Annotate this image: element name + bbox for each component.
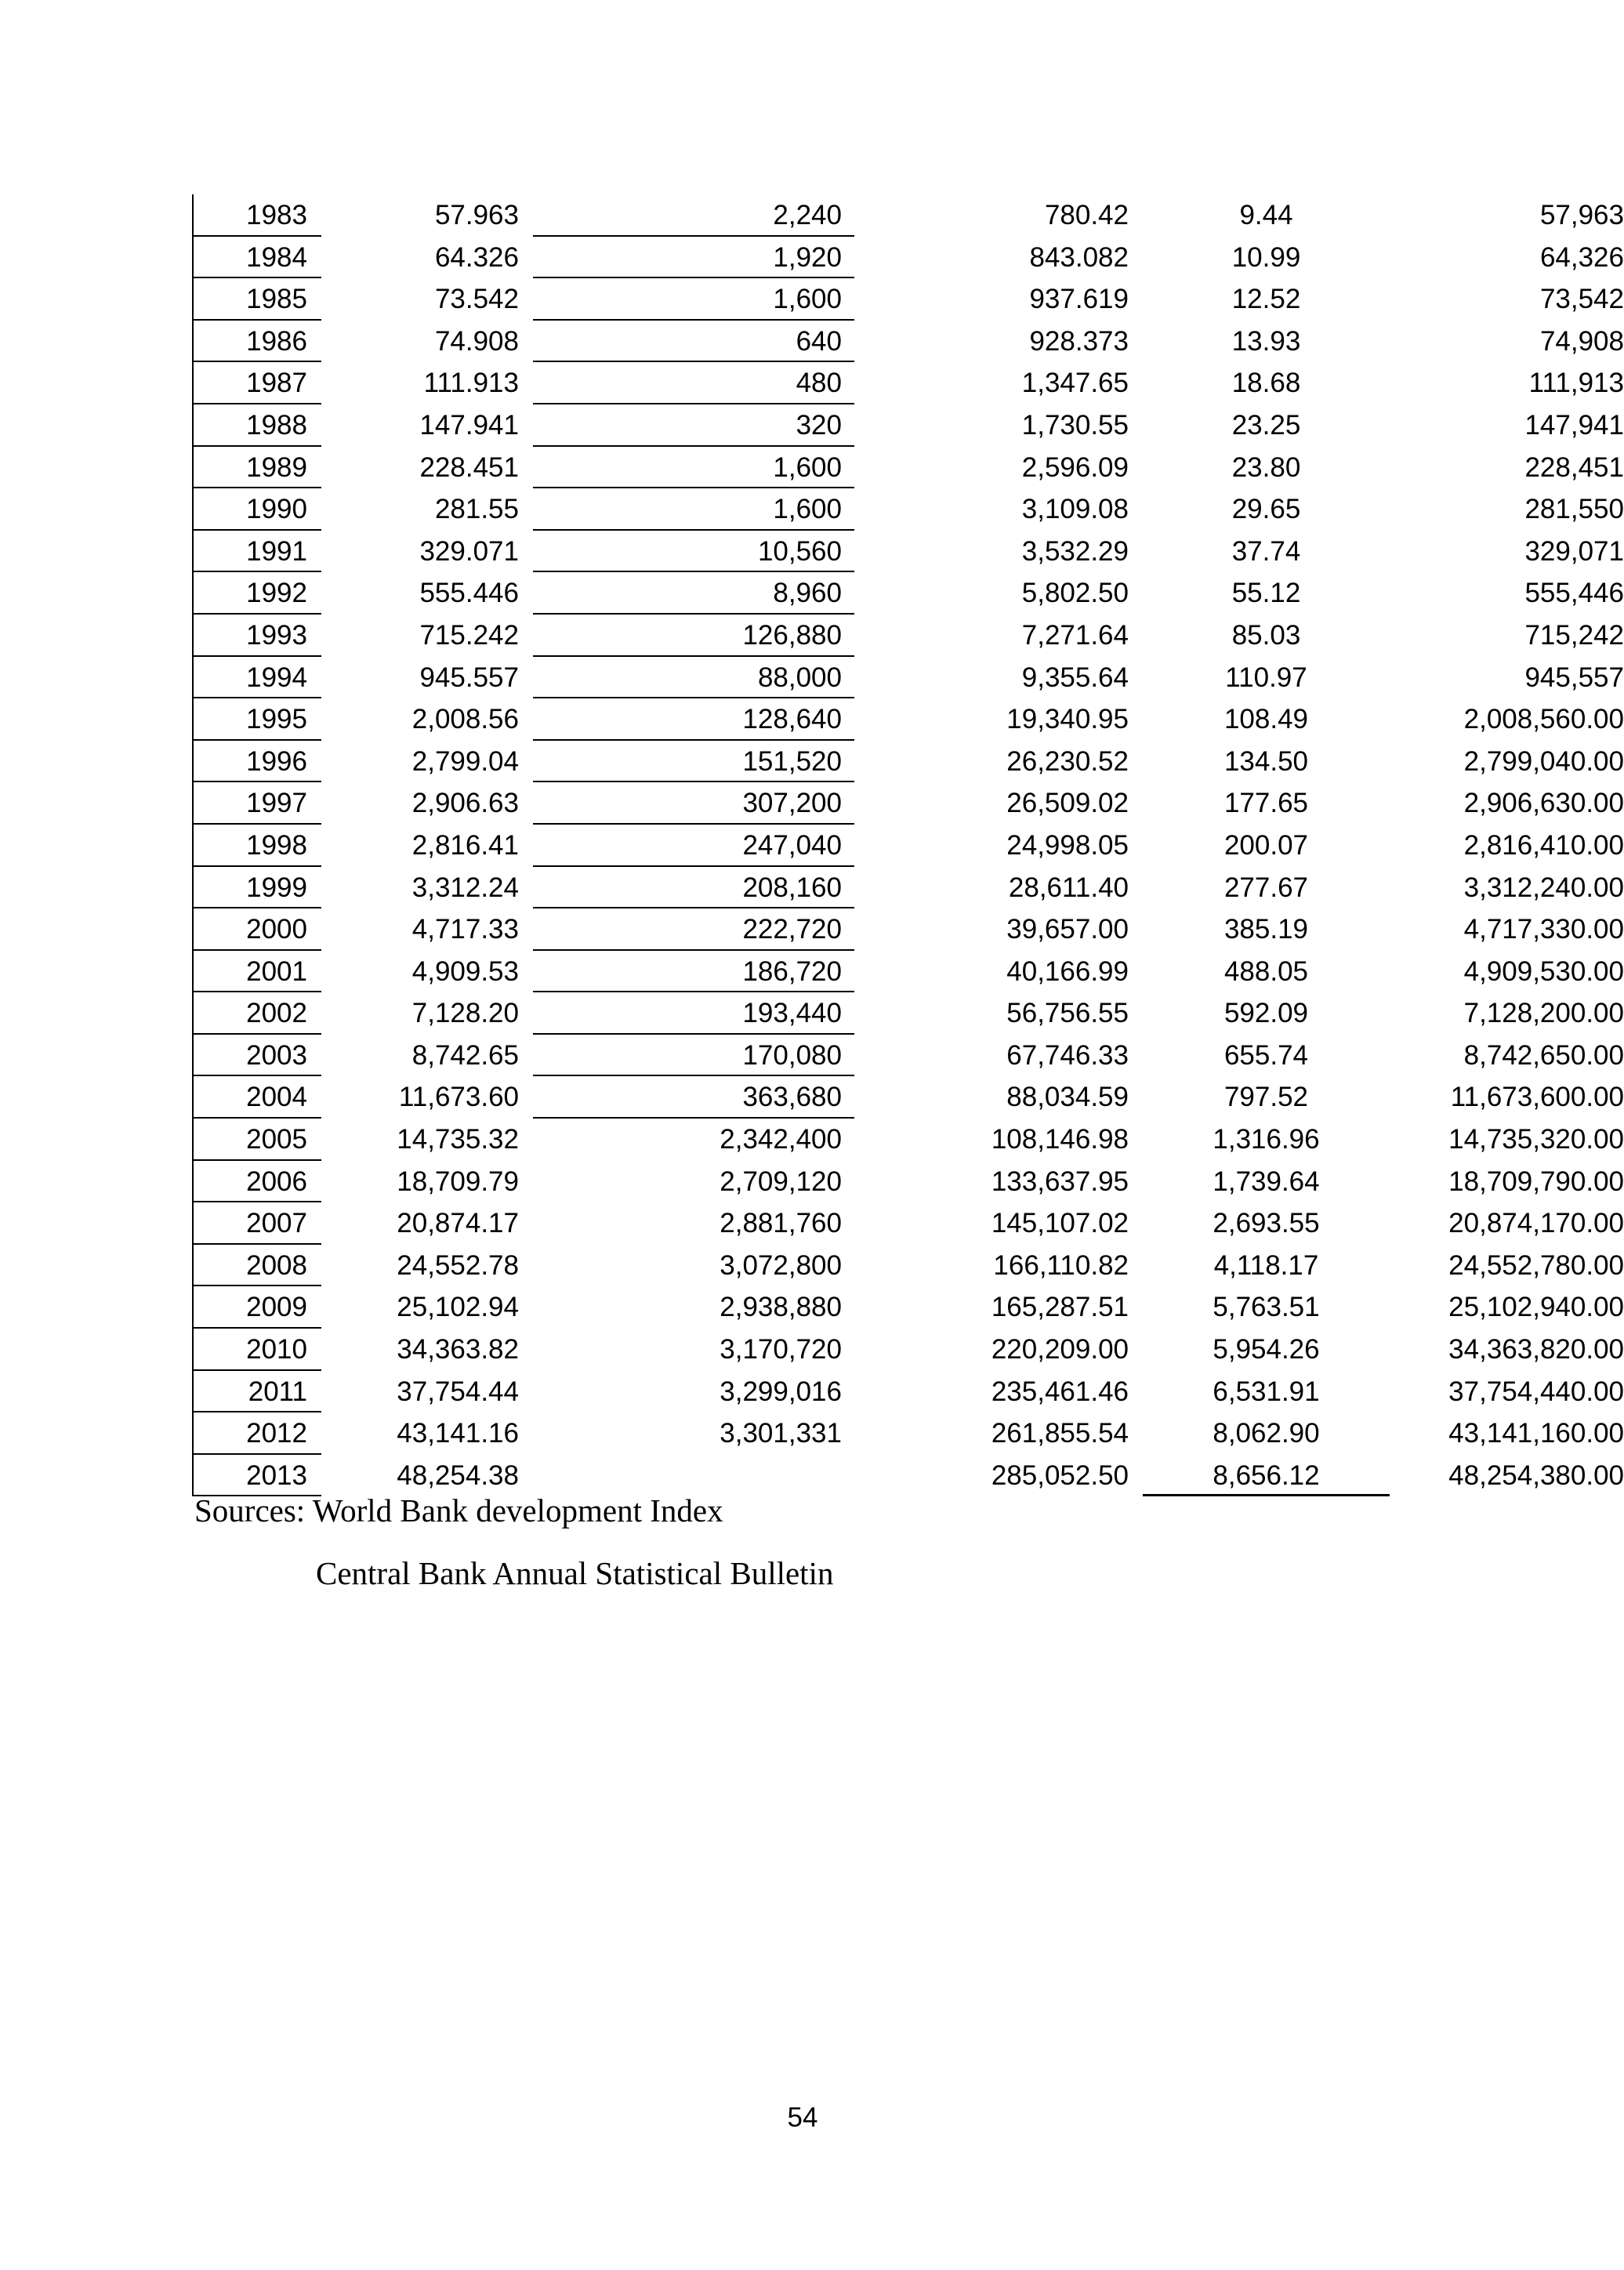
value-cell-4: 85.03 [1231, 619, 1301, 651]
value-cell-5: 37,754,440.00 [1448, 1376, 1624, 1407]
value-cell-3: 937.619 [1029, 284, 1129, 315]
value-cell-5: 11,673,600.00 [1450, 1082, 1624, 1113]
table-row [0, 1119, 1624, 1161]
year-cell: 1991 [192, 531, 321, 573]
table-row [0, 1286, 1624, 1329]
value-cell-3: 5,802.50 [1021, 578, 1129, 609]
value-cell-4: 4,118.17 [1213, 1249, 1319, 1281]
table-row [0, 992, 1624, 1035]
value-cell-1: 111.913 [423, 368, 519, 399]
value-cell-5: 329,071 [1524, 535, 1624, 567]
value-cell-4: 9.44 [1239, 200, 1293, 230]
table-row [0, 615, 1624, 657]
year-cell: 1986 [192, 321, 321, 363]
value-cell-3: 9,355.64 [1021, 662, 1129, 693]
year-cell: 2001 [192, 951, 321, 993]
value-cell-1: 43,141.16 [397, 1418, 519, 1449]
value-cell-3: 261,855.54 [991, 1418, 1129, 1449]
value-cell-3: 1,347.65 [1021, 368, 1129, 399]
value-cell-3: 1,730.55 [1021, 409, 1129, 441]
year-cell: 1998 [192, 825, 321, 867]
value-cell-4: 13.93 [1231, 325, 1301, 357]
year-cell: 1999 [192, 867, 321, 909]
value-cell-5: 25,102,940.00 [1448, 1292, 1624, 1323]
year-cell: 1997 [192, 782, 321, 825]
value-cell-2: 307,200 [533, 782, 854, 825]
value-cell-5: 111,913 [1528, 368, 1624, 399]
value-cell-3: 165,287.51 [991, 1292, 1129, 1323]
table-row [0, 488, 1624, 531]
value-cell-5: 74,908 [1539, 325, 1624, 357]
year-cell: 1988 [192, 404, 321, 447]
value-cell-2: 3,301,331 [720, 1418, 842, 1449]
value-cell-3: 67,746.33 [1006, 1039, 1129, 1071]
year-cell: 2006 [192, 1161, 321, 1203]
year-cell: 2009 [192, 1286, 321, 1329]
value-cell-5: 945,557 [1524, 662, 1624, 693]
value-cell-5: 48,254,380.00 [1448, 1460, 1624, 1491]
year-cell: 1984 [192, 237, 321, 279]
value-cell-4: 18.68 [1231, 368, 1301, 399]
value-cell-3: 3,532.29 [1021, 535, 1129, 567]
value-cell-5: 555,446 [1524, 578, 1624, 609]
value-cell-1: 73.542 [434, 284, 519, 315]
value-cell-5: 228,451 [1524, 451, 1624, 483]
year-cell: 2008 [192, 1245, 321, 1287]
value-cell-2: 151,520 [533, 741, 854, 783]
value-cell-5: 20,874,170.00 [1448, 1208, 1624, 1239]
value-cell-1: 3,312.24 [411, 872, 519, 903]
value-cell-2: 186,720 [533, 951, 854, 993]
value-cell-3: 56,756.55 [1006, 998, 1129, 1029]
value-cell-1: 37,754.44 [397, 1376, 519, 1407]
year-cell: 1989 [192, 447, 321, 489]
year-cell: 2010 [192, 1329, 321, 1371]
value-cell-2: 193,440 [533, 992, 854, 1035]
table-row [0, 1455, 1624, 1497]
value-cell-5: 34,363,820.00 [1448, 1334, 1624, 1365]
value-cell-5: 2,008,560.00 [1463, 704, 1624, 735]
year-cell: 1992 [192, 572, 321, 615]
value-cell-4: 1,739.64 [1213, 1166, 1320, 1197]
value-cell-2: 2,709,120 [720, 1166, 842, 1197]
value-cell-3: 3,109.08 [1021, 494, 1129, 525]
table-row [0, 908, 1624, 951]
value-cell-2: 2,938,880 [720, 1292, 842, 1323]
value-cell-3: 19,340.95 [1006, 704, 1129, 735]
value-cell-5: 147,941 [1524, 409, 1624, 441]
value-cell-1: 228.451 [419, 451, 519, 483]
value-cell-3: 166,110.82 [993, 1249, 1129, 1281]
value-cell-2: 1,600 [533, 488, 854, 531]
year-cell: 2012 [192, 1412, 321, 1455]
value-cell-5: 281,550 [1524, 494, 1624, 525]
year-cell: 2003 [192, 1035, 321, 1077]
table-row [0, 1076, 1624, 1119]
value-cell-4: 6,531.91 [1213, 1376, 1320, 1407]
year-cell: 1994 [192, 657, 321, 699]
value-cell-2: 2,342,400 [720, 1124, 842, 1155]
value-cell-1: 57.963 [434, 200, 519, 230]
value-cell-2: 1,920 [533, 237, 854, 279]
value-cell-3: 26,509.02 [1006, 788, 1129, 819]
value-cell-1: 24,552.78 [397, 1249, 519, 1281]
value-cell-1: 14,735.32 [397, 1124, 519, 1155]
table-row [0, 741, 1624, 783]
year-cell: 2005 [192, 1119, 321, 1161]
value-cell-4: 385.19 [1223, 914, 1309, 945]
sources-line-1: Sources: World Bank development Index [194, 1492, 723, 1528]
value-cell-3: 7,271.64 [1021, 619, 1129, 651]
table-row [0, 237, 1624, 279]
value-cell-1: 147.941 [419, 409, 519, 441]
table-row [0, 1371, 1624, 1413]
value-cell-4: 23.25 [1231, 409, 1301, 441]
table-row [0, 782, 1624, 825]
value-cell-4: 2,693.55 [1213, 1208, 1320, 1239]
value-cell-4: 5,954.26 [1213, 1334, 1320, 1365]
value-cell-2: 1,600 [533, 447, 854, 489]
value-cell-2: 8,960 [533, 572, 854, 615]
value-cell-3: 285,052.50 [991, 1460, 1129, 1491]
value-cell-2 [533, 1455, 854, 1497]
value-cell-5: 64,326 [1539, 241, 1624, 273]
year-cell: 2002 [192, 992, 321, 1035]
value-cell-4: 655.74 [1223, 1039, 1309, 1071]
table-row [0, 1245, 1624, 1287]
value-cell-3: 39,657.00 [1006, 914, 1129, 945]
value-cell-1: 34,363.82 [397, 1334, 519, 1365]
table-row [0, 404, 1624, 447]
value-cell-5: 4,717,330.00 [1463, 914, 1624, 945]
value-cell-5: 2,906,630.00 [1463, 788, 1624, 819]
year-cell: 1987 [192, 362, 321, 404]
value-cell-5: 2,816,410.00 [1463, 829, 1624, 861]
value-cell-1: 8,742.65 [411, 1039, 519, 1071]
value-cell-4: 55.12 [1231, 578, 1301, 609]
value-cell-1: 20,874.17 [397, 1208, 519, 1239]
value-cell-1: 715.242 [419, 619, 519, 651]
value-cell-3: 220,209.00 [991, 1334, 1129, 1365]
year-cell: 1985 [192, 278, 321, 321]
value-cell-4: 110.97 [1225, 662, 1307, 693]
value-cell-1: 2,906.63 [411, 788, 519, 819]
value-cell-3: 26,230.52 [1006, 745, 1129, 777]
value-cell-5: 7,128,200.00 [1463, 998, 1624, 1029]
value-cell-2: 128,640 [533, 698, 854, 741]
table-row [0, 362, 1624, 404]
value-cell-3: 28,611.40 [1008, 872, 1129, 903]
page-number: 54 [787, 2102, 818, 2133]
value-cell-3: 40,166.99 [1006, 956, 1129, 987]
value-cell-4: 277.67 [1223, 872, 1309, 903]
value-cell-1: 11,673.60 [398, 1082, 519, 1113]
table-row [0, 447, 1624, 489]
table-row [0, 1035, 1624, 1077]
value-cell-4: 797.52 [1223, 1082, 1309, 1113]
value-cell-1: 945.557 [419, 662, 519, 693]
table-row [0, 657, 1624, 699]
value-cell-5: 8,742,650.00 [1463, 1039, 1624, 1071]
value-cell-3: 108,146.98 [991, 1124, 1129, 1155]
value-cell-2: 2,240 [533, 194, 854, 237]
value-cell-3: 133,637.95 [991, 1166, 1129, 1197]
statistics-table [0, 194, 1624, 1496]
value-cell-5: 4,909,530.00 [1463, 956, 1624, 987]
value-cell-1: 74.908 [434, 325, 519, 357]
table-row [0, 698, 1624, 741]
value-cell-5: 3,312,240.00 [1463, 872, 1624, 903]
value-cell-3: 2,596.09 [1021, 451, 1129, 483]
value-cell-2: 10,560 [533, 531, 854, 573]
value-cell-2: 170,080 [533, 1035, 854, 1077]
value-cell-4: 134.50 [1223, 745, 1309, 777]
table-row [0, 825, 1624, 867]
value-cell-1: 2,816.41 [411, 829, 519, 861]
value-cell-2: 3,072,800 [720, 1249, 842, 1281]
value-cell-4: 8,656.12 [1143, 1455, 1390, 1497]
table-row [0, 194, 1624, 237]
value-cell-2: 222,720 [533, 908, 854, 951]
table-row [0, 321, 1624, 363]
year-cell: 2013 [192, 1455, 321, 1497]
value-cell-1: 2,008.56 [411, 704, 519, 735]
value-cell-1: 4,717.33 [411, 914, 519, 945]
value-cell-2: 3,170,720 [720, 1334, 842, 1365]
year-cell: 2004 [192, 1076, 321, 1119]
value-cell-1: 281.55 [434, 494, 519, 525]
value-cell-4: 10.99 [1231, 241, 1301, 273]
value-cell-2: 2,881,760 [720, 1208, 842, 1239]
value-cell-2: 640 [533, 321, 854, 363]
table-row [0, 1329, 1624, 1371]
table-row [0, 278, 1624, 321]
value-cell-4: 8,062.90 [1213, 1418, 1320, 1449]
value-cell-5: 57,963 [1539, 200, 1624, 230]
year-cell: 1990 [192, 488, 321, 531]
value-cell-4: 1,316.96 [1213, 1124, 1320, 1155]
year-cell: 2011 [192, 1371, 321, 1413]
value-cell-4: 488.05 [1223, 956, 1309, 987]
value-cell-3: 235,461.46 [991, 1376, 1129, 1407]
value-cell-1: 7,128.20 [411, 998, 519, 1029]
value-cell-2: 1,600 [533, 278, 854, 321]
value-cell-1: 64.326 [434, 241, 519, 273]
value-cell-2: 3,299,016 [720, 1376, 842, 1407]
value-cell-3: 780.42 [1044, 200, 1129, 230]
value-cell-4: 12.52 [1231, 284, 1301, 315]
table-row [0, 1202, 1624, 1245]
value-cell-3: 843.082 [1029, 241, 1129, 273]
value-cell-4: 200.07 [1223, 829, 1309, 861]
value-cell-5: 715,242 [1524, 619, 1624, 651]
sources-line-2: Central Bank Annual Statistical Bulletin [316, 1555, 834, 1591]
value-cell-2: 480 [533, 362, 854, 404]
year-cell: 1996 [192, 741, 321, 783]
year-cell: 1983 [192, 194, 321, 237]
value-cell-1: 4,909.53 [411, 956, 519, 987]
value-cell-2: 208,160 [533, 867, 854, 909]
value-cell-4: 23.80 [1231, 451, 1301, 483]
table-row [0, 572, 1624, 615]
table-row [0, 951, 1624, 993]
value-cell-1: 555.446 [419, 578, 519, 609]
value-cell-1: 2,799.04 [411, 745, 519, 777]
value-cell-3: 88,034.59 [1006, 1082, 1129, 1113]
year-cell: 1993 [192, 615, 321, 657]
value-cell-1: 18,709.79 [397, 1166, 519, 1197]
value-cell-4: 5,763.51 [1213, 1292, 1320, 1323]
value-cell-5: 24,552,780.00 [1448, 1249, 1624, 1281]
value-cell-4: 108.49 [1223, 704, 1309, 735]
value-cell-1: 25,102.94 [397, 1292, 519, 1323]
year-cell: 1995 [192, 698, 321, 741]
value-cell-5: 18,709,790.00 [1448, 1166, 1624, 1197]
value-cell-4: 29.65 [1231, 494, 1301, 525]
value-cell-5: 43,141,160.00 [1448, 1418, 1624, 1449]
value-cell-2: 363,680 [533, 1076, 854, 1119]
value-cell-5: 73,542 [1539, 284, 1624, 315]
value-cell-3: 24,998.05 [1006, 829, 1129, 861]
value-cell-3: 145,107.02 [991, 1208, 1129, 1239]
table-row [0, 1161, 1624, 1203]
value-cell-5: 2,799,040.00 [1463, 745, 1624, 777]
value-cell-4: 37.74 [1231, 535, 1301, 567]
value-cell-1: 48,254.38 [397, 1460, 519, 1491]
value-cell-4: 592.09 [1223, 998, 1309, 1029]
value-cell-3: 928.373 [1029, 325, 1129, 357]
value-cell-2: 88,000 [533, 657, 854, 699]
value-cell-4: 177.65 [1223, 788, 1309, 819]
value-cell-5: 14,735,320.00 [1448, 1124, 1624, 1155]
value-cell-2: 126,880 [533, 615, 854, 657]
table-row [0, 531, 1624, 573]
table-row [0, 1412, 1624, 1455]
value-cell-1: 329.071 [419, 535, 519, 567]
value-cell-2: 247,040 [533, 825, 854, 867]
year-cell: 2007 [192, 1202, 321, 1245]
value-cell-2: 320 [533, 404, 854, 447]
year-cell: 2000 [192, 908, 321, 951]
table-row [0, 867, 1624, 909]
